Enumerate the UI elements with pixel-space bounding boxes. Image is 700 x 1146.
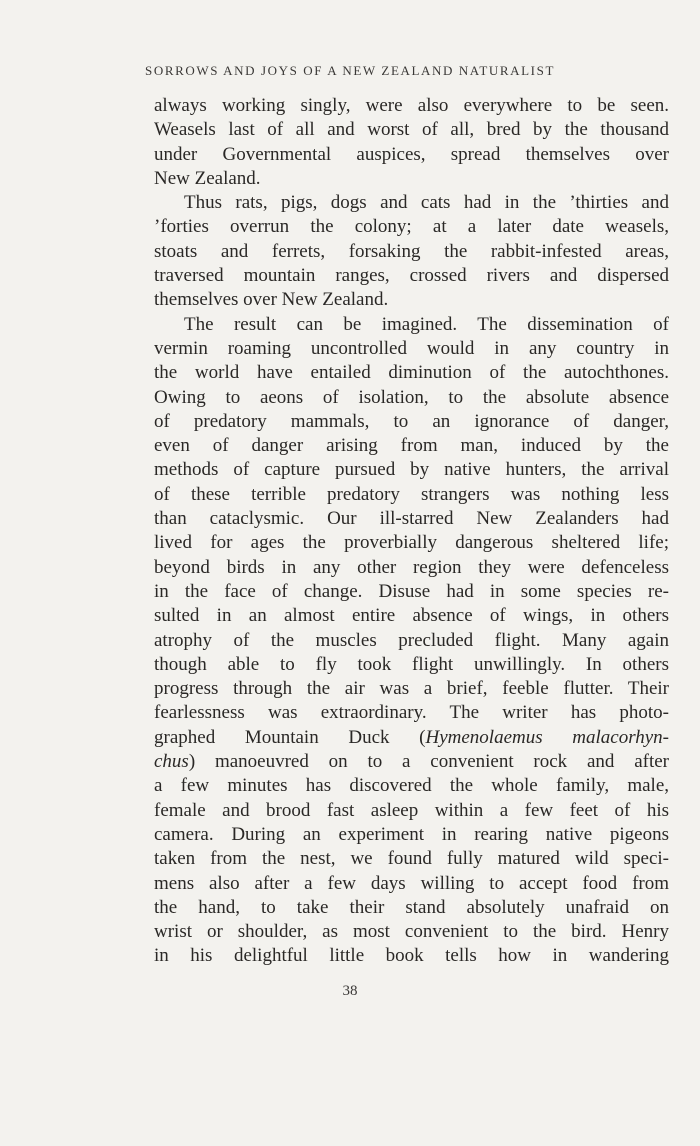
text-line: atrophy of the muscles precluded flight. Many again	[154, 629, 669, 651]
text-line: female and brood fast asleep within a few feet of his	[154, 799, 669, 821]
text-run: graphed Mountain Duck (	[154, 726, 426, 748]
body-text	[154, 94, 669, 969]
italic-text: chus	[154, 751, 189, 773]
text-line: even of danger arising from man, induced by the	[154, 435, 669, 457]
text-line: taken from the nest, we found fully matured wild speci-	[154, 848, 669, 870]
text-line: than cataclysmic. Our ill-starred New Zealanders had	[154, 508, 669, 530]
running-head: SORROWS AND JOYS OF A NEW ZEALAND NATURALIST	[145, 63, 555, 78]
text-line: ’forties overrun the colony; at a later date weasels,	[154, 216, 669, 238]
italic-text: Hymenolaemus malacorhyn-	[425, 726, 670, 748]
text-run: ) manoeuvred on to a convenient rock and after	[188, 751, 669, 773]
text-line: the world have entailed diminution of the autochthones.	[154, 362, 669, 384]
text-line: mens also after a few days willing to accept food from	[154, 872, 669, 894]
text-line: Weasels last of all and worst of all, bred by the thousand	[154, 119, 669, 141]
text-line: Thus rats, pigs, dogs and cats had in the ’thirties and	[184, 192, 669, 214]
text-line	[154, 726, 669, 750]
text-line: the hand, to take their stand absolutely unafraid on	[154, 896, 669, 918]
text-line	[154, 750, 669, 774]
text-line: fearlessness was extraordinary. The writer has photo-	[154, 702, 669, 724]
text-line: though able to fly took flight unwillingly. In others	[154, 653, 669, 675]
text-line: beyond birds in any other region they were defenceless	[154, 556, 669, 578]
text-line: in the face of change. Disuse had in some species re-	[154, 580, 669, 602]
text-line: of predatory mammals, to an ignorance of danger,	[154, 410, 669, 432]
text-line: progress through the air was a brief, feeble flutter. Their	[154, 678, 669, 700]
text-line: stoats and ferrets, forsaking the rabbit-infested areas,	[154, 240, 669, 262]
text-line: under Governmental auspices, spread themselves over	[154, 143, 669, 165]
text-line: New Zealand.	[154, 167, 261, 189]
page-number: 38	[342, 983, 358, 999]
text-line: wrist or shoulder, as most convenient to the bird. Henry	[154, 921, 669, 943]
text-line: a few minutes has discovered the whole family, male,	[154, 775, 669, 797]
text-line: sulted in an almost entire absence of wings, in others	[154, 605, 669, 627]
text-line: methods of capture pursued by native hunters, the arrival	[154, 459, 669, 481]
text-line: lived for ages the proverbially dangerous sheltered life;	[154, 532, 669, 554]
text-line: The result can be imagined. The dissemination of	[184, 313, 669, 335]
text-line: camera. During an experiment in rearing native pigeons	[154, 823, 669, 845]
text-line: of these terrible predatory strangers was nothing less	[154, 483, 669, 505]
text-line: in his delightful little book tells how in wandering	[154, 945, 669, 967]
text-line: traversed mountain ranges, crossed rivers and dispersed	[154, 265, 669, 287]
text-line: Owing to aeons of isolation, to the absolute absence	[154, 386, 669, 408]
text-line: always working singly, were also everywhere to be seen.	[154, 95, 669, 116]
text-line: themselves over New Zealand.	[154, 289, 389, 311]
text-line: vermin roaming uncontrolled would in any country in	[154, 337, 669, 359]
